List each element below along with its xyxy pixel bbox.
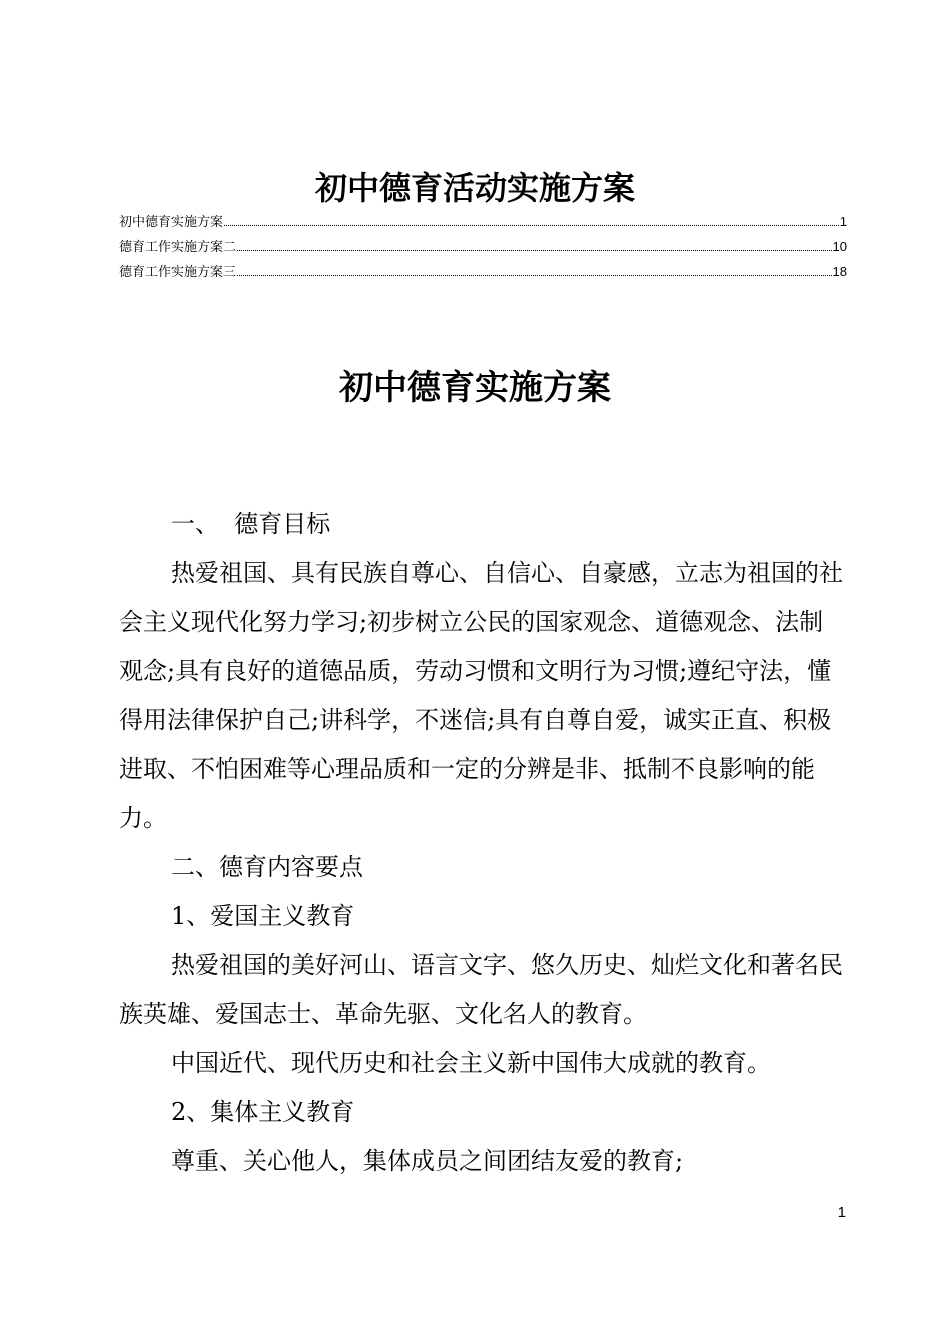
toc-leader-dots — [237, 249, 832, 251]
toc-leader-dots — [224, 224, 839, 226]
toc-entry-label: 初中德育实施方案 — [119, 215, 224, 230]
document-title: 初中德育实施方案 — [339, 368, 611, 408]
toc-entry-page: 10 — [832, 239, 847, 254]
toc-entry-page: 18 — [832, 264, 847, 279]
body-paragraph: 尊重、关心他人，集体成员之间团结友爱的教育; — [171, 1147, 684, 1175]
toc-entry[interactable] — [119, 211, 847, 236]
document-body — [119, 500, 847, 1186]
body-paragraph: 中国近代、现代历史和社会主义新中国伟大成就的教育。 — [171, 1049, 771, 1077]
toc-leader-dots — [237, 274, 832, 276]
section-heading: 二、德育内容要点 — [171, 853, 363, 881]
body-paragraph: 热爱祖国的美好河山、语言文字、悠久历史、灿烂文化和著名民族英雄、爱国志士、革命先驱、文化名人的教育。 — [119, 951, 843, 1028]
table-of-contents — [119, 211, 847, 286]
subsection-heading: 1、爱国主义教育 — [171, 902, 355, 930]
toc-entry[interactable] — [119, 236, 847, 261]
toc-entry-label: 德育工作实施方案三 — [119, 265, 237, 280]
body-paragraph: 热爱祖国、具有民族自尊心、自信心、自豪感，立志为祖国的社会主义现代化努力学习;初步树立公民的国家观念、道德观念、法制观念;具有良好的道德品质，劳动习惯和文明行为习惯;遵纪守法，懂得用法律保护自己;讲科学，不迷信;具有自尊自爱，诚实正直、积极进取、不怕困难等心理品质和一定的分辨是非、抵制不良影响的能力。 — [119, 559, 843, 832]
subsection-heading: 2、集体主义教育 — [171, 1098, 355, 1126]
page-title: 初中德育活动实施方案 — [314, 169, 635, 207]
toc-entry[interactable] — [119, 261, 847, 286]
toc-entry-page: 1 — [839, 214, 847, 229]
toc-entry-label: 德育工作实施方案二 — [119, 240, 237, 255]
page-number: 1 — [837, 1204, 846, 1221]
section-heading: 一、 德育目标 — [171, 510, 331, 538]
